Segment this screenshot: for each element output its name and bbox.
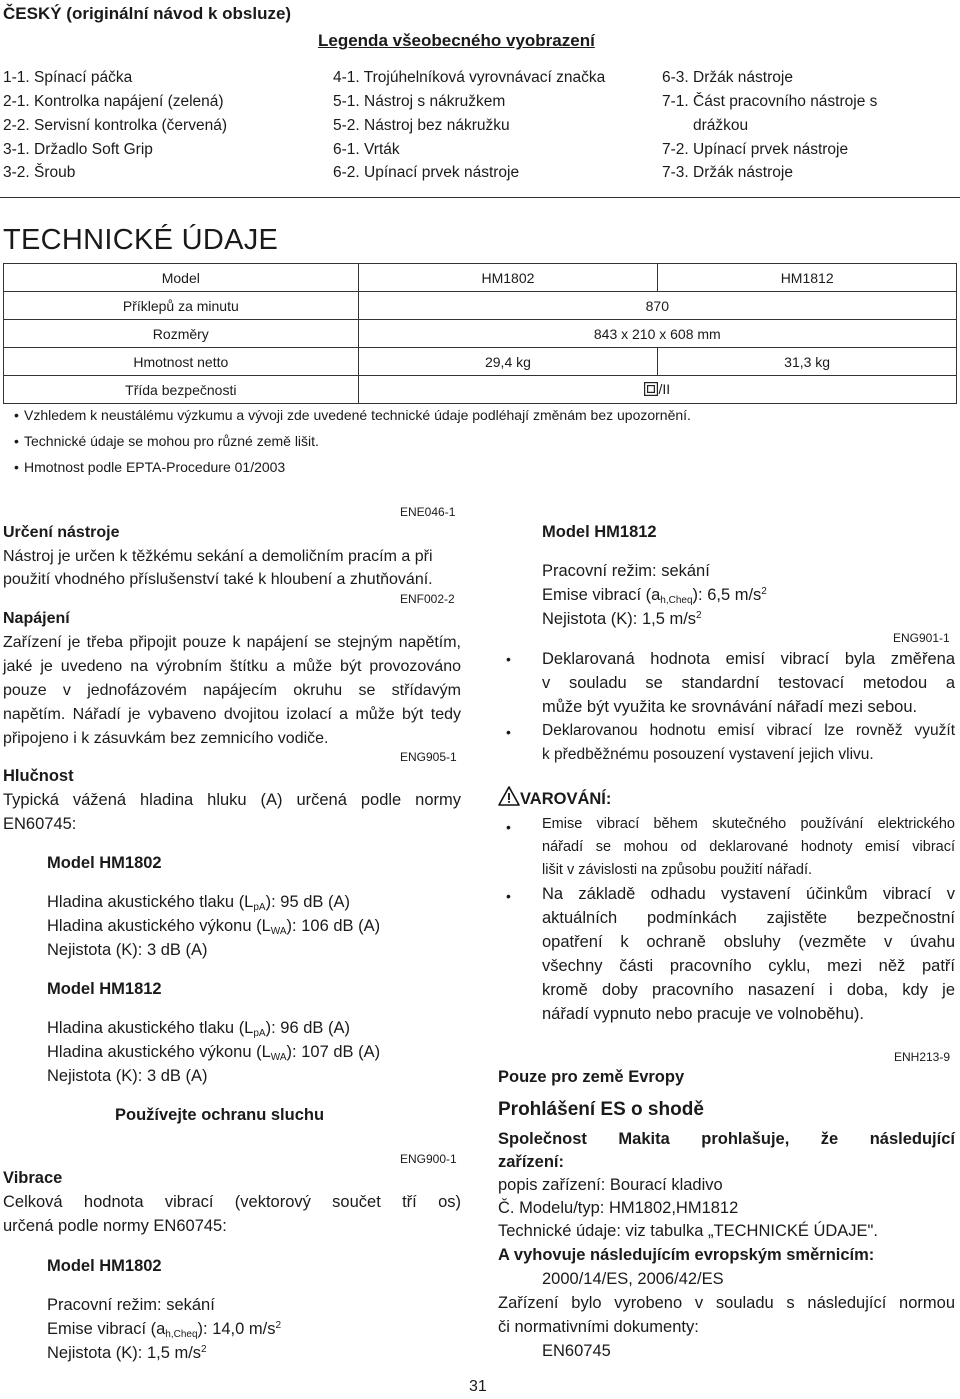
hearing-protection-note: Používejte ochranu sluchu — [115, 1106, 325, 1124]
legend-item: 3-1. Držadlo Soft Grip — [3, 141, 153, 158]
double-insulation-icon — [644, 382, 658, 399]
paragraph-line: jaké je uvedeno na výrobním štítku a může být provozováno — [3, 658, 461, 675]
table-row — [4, 292, 957, 320]
spec-table — [3, 263, 957, 404]
paragraph-line: Deklarovanou hodnotu emisí vibrací lze rovněž využít — [542, 722, 955, 739]
spec-line: Nejistota (K): 3 dB (A) — [47, 1067, 208, 1085]
page-number: 31 — [469, 1378, 487, 1395]
spec-value: 29,4 kg — [358, 348, 658, 376]
paragraph-line: zařízení: — [498, 1153, 565, 1171]
paragraph-line: kromě doby pracovního nasazení i doba, kdy je — [542, 981, 955, 999]
section-code: ENE046-1 — [400, 505, 456, 519]
spec-note: • Hmotnost podle EPTA-Procedure 01/2003 — [24, 459, 285, 475]
spec-line: Pracovní režim: sekání — [47, 1296, 215, 1314]
legend-item: 2-2. Servisní kontrolka (červená) — [3, 117, 227, 134]
tech-section-title: TECHNICKÉ ÚDAJE — [3, 224, 279, 256]
legend-item: 5-2. Nástroj bez nákružku — [333, 117, 510, 134]
paragraph-line: použití vhodného příslušenství také k hloubení a zhutňování. — [3, 571, 433, 588]
spec-value: 31,3 kg — [658, 348, 957, 376]
section-title: Hlučnost — [3, 767, 74, 785]
spec-value: 870 — [358, 292, 956, 320]
section-title: Napájení — [3, 610, 70, 627]
table-row — [4, 376, 957, 404]
legend-item: 7-2. Upínací prvek nástroje — [662, 141, 849, 158]
table-row — [4, 348, 957, 376]
paragraph-line: může být využita ke srovnávání nářadí mezi sebou. — [542, 698, 918, 716]
paragraph-line: nářadí se mohou od deklarované hodnoty emisí vibrací — [542, 839, 955, 855]
paragraph-line: EN60745 — [542, 1342, 611, 1360]
legend-item: 5-1. Nástroj s nákružkem — [333, 93, 506, 110]
paragraph-line: Emise vibrací během skutečného používání elektrického — [542, 816, 955, 832]
paragraph-line: Deklarovaná hodnota emisí vibrací byla změřena — [542, 650, 955, 668]
bullet-dot: • — [506, 888, 511, 904]
spec-label: Hmotnost netto — [4, 348, 359, 376]
section-code: ENG905-1 — [400, 750, 457, 764]
paragraph-line: pouze v jednofázovém napájecím okruhu se střídavým — [3, 682, 461, 699]
spec-line: Pracovní režim: sekání — [542, 562, 710, 580]
bullet-dot: • — [506, 724, 511, 740]
legend-item: 6-2. Upínací prvek nástroje — [333, 164, 520, 181]
paragraph-line: Typická vážená hladina hluku (A) určená podle normy — [3, 791, 461, 809]
legend-item: 6-3. Držák nástroje — [662, 69, 793, 86]
model-heading: Model HM1812 — [542, 523, 657, 541]
declaration-title: Prohlášení ES o shodě — [498, 1099, 704, 1120]
paragraph-line: opatření k ochraně obsluhy (vezměte v úvahu — [542, 933, 955, 951]
spec-line: Hladina akustického tlaku $(L_{pA})$: 95 dB (A) — [47, 893, 350, 913]
paragraph-line: Společnost Makita prohlašuje, že následující — [498, 1130, 955, 1148]
paragraph-line: Technické údaje: viz tabulka „TECHNICKÉ ÚDAJE". — [498, 1222, 878, 1240]
paragraph-line: Na základě odhadu vystavení účinkům vibrací v — [542, 885, 955, 903]
legend-item: 3-2. Šroub — [3, 164, 76, 181]
model-heading: Model HM1802 — [47, 1257, 162, 1275]
warning-title: VAROVÁNÍ: — [520, 790, 612, 808]
bullet-dot: • — [506, 651, 511, 667]
divider — [0, 197, 960, 198]
spec-label: Model — [4, 264, 359, 292]
paragraph-line: připojeno i k zásuvkám bez zemnicího vodiče. — [3, 730, 329, 747]
model-heading: Model HM1812 — [47, 980, 162, 998]
warning-icon — [498, 786, 520, 811]
section-code: ENH213-9 — [894, 1050, 951, 1064]
paragraph-line: aktuálních podmínkách zajistěte bezpečnostní — [542, 909, 955, 927]
legend-item: 7-3. Držák nástroje — [662, 164, 793, 181]
spec-line: Nejistota (K): 1,5 $m/s^2$ — [542, 610, 702, 628]
bullet-dot: • — [506, 819, 511, 835]
legend-item: drážkou — [693, 117, 749, 134]
section-title: Pouze pro země Evropy — [498, 1068, 685, 1086]
paragraph-line: k předběžnému posouzení vystavení jejich vlivu. — [542, 746, 874, 763]
paragraph-line: lišit v závislosti na způsobu použití nářadí. — [542, 862, 812, 878]
spec-line: Hladina akustického výkonu $(L_{WA})$: 107 dB (A) — [47, 1043, 381, 1063]
page-title: ČESKÝ (originální návod k obsluze) — [3, 4, 292, 23]
section-code: ENF002-2 — [400, 592, 455, 606]
paragraph-line: všechny části pracovního cyklu, mezi něž patří — [542, 957, 955, 975]
spec-value: HM1802 — [358, 264, 658, 292]
paragraph-line: Nástroj je určen k těžkému sekání a demoličním pracím a při — [3, 548, 433, 565]
spec-label: Příklepů za minutu — [4, 292, 359, 320]
paragraph-line: Č. Modelu/typ: HM1802,HM1812 — [498, 1199, 739, 1217]
paragraph-line: určená podle normy EN60745: — [3, 1217, 227, 1235]
table-row — [4, 264, 957, 292]
section-title: Vibrace — [3, 1169, 63, 1187]
paragraph-line: A vyhovuje následujícím evropským směrnicím: — [498, 1246, 875, 1264]
legend-title: Legenda všeobecného vyobrazení — [318, 31, 595, 50]
paragraph-line: 2000/14/ES, 2006/42/ES — [542, 1270, 724, 1288]
spec-value: 843 x 210 x 608 mm — [358, 320, 956, 348]
paragraph-line: či normativními dokumenty: — [498, 1318, 699, 1336]
spec-value: /II — [658, 380, 671, 397]
spec-line: Hladina akustického výkonu $(L_{WA})$: 106 dB (A) — [47, 917, 381, 937]
spec-line: Emise vibrací $(a_{h,Cheq})$: 6,5 $m/s^2$ — [542, 586, 767, 606]
legend-item: 6-1. Vrták — [333, 141, 400, 158]
spec-line: Hladina akustického tlaku $(L_{pA})$: 96 dB (A) — [47, 1019, 350, 1039]
legend-item: 1-1. Spínací páčka — [3, 69, 133, 86]
section-code: ENG900-1 — [400, 1152, 457, 1166]
spec-line: Nejistota (K): 3 dB (A) — [47, 941, 208, 959]
paragraph-line: Celková hodnota vibrací (vektorový součet tří os) — [3, 1193, 461, 1211]
spec-note: • Vzhledem k neustálému výzkumu a vývoji zde uvedené technické údaje podléhají změnám bez upozornění. — [24, 407, 691, 423]
table-row — [4, 320, 957, 348]
spec-label: Rozměry — [4, 320, 359, 348]
paragraph-line: EN60745: — [3, 815, 77, 833]
paragraph-line: Zařízení bylo vyrobeno v souladu s následující normou — [498, 1294, 955, 1312]
spec-value: HM1812 — [658, 264, 957, 292]
spec-label: Třída bezpečnosti — [4, 376, 359, 404]
paragraph-line: popis zařízení: Bourací kladivo — [498, 1176, 723, 1194]
spec-line: Nejistota (K): 1,5 $m/s^2$ — [47, 1344, 207, 1362]
paragraph-line: nářadí vypnuto nebo pracuje ve volnoběhu). — [542, 1005, 864, 1023]
legend-item: 2-1. Kontrolka napájení (zelená) — [3, 93, 224, 110]
legend-item: 7-1. Část pracovního nástroje s — [662, 93, 878, 110]
spec-line: Emise vibrací $(a_{h,Cheq})$: 14,0 $m/s^2$ — [47, 1320, 282, 1340]
section-code: ENG901-1 — [893, 631, 950, 645]
model-heading: Model HM1802 — [47, 854, 162, 872]
paragraph-line: napětím. Nářadí je vybaveno dvojitou izolací a může být tedy — [3, 706, 461, 723]
section-title: Určení nástroje — [3, 524, 120, 541]
spec-note: • Technické údaje se mohou pro různé země lišit. — [24, 433, 319, 449]
paragraph-line: Zařízení je třeba připojit pouze k napájení se stejným napětím, — [3, 634, 461, 651]
legend-item: 4-1. Trojúhelníková vyrovnávací značka — [333, 69, 606, 86]
paragraph-line: v souladu se standardní testovací metodou a — [542, 674, 955, 692]
